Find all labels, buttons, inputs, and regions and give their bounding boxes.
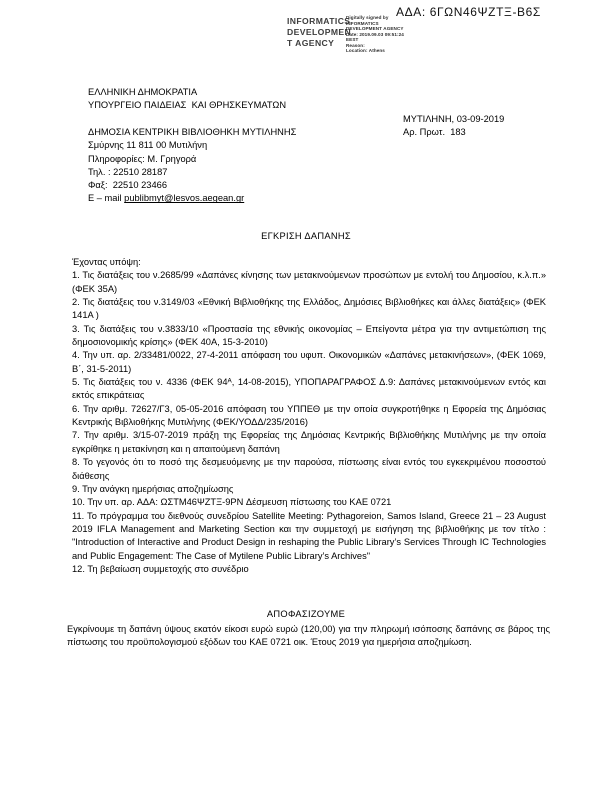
- republic-line: ΕΛΛΗΝΙΚΗ ΔΗΜΟΚΡΑΤΙΑ: [88, 87, 198, 97]
- consideration-item: 10. Την υπ. αρ. ΑΔΑ: ΩΣΤΜ46ΨΖΤΞ-9PN Δέσμευση πίστωσης του ΚΑΕ 0721: [72, 497, 392, 508]
- decision-paragraph: Εγκρίνουμε τη δαπάνη ύψους εκατόν είκοσι ευρώ ευρώ (120,00) για την πληρωμή ισόποσης δαπάνης σε βάρος της πίστωσης του προϋπολογισμού εξόδων του ΚΑΕ 0721 οικ. Έτους 2019 για ημερήσια αποζημίωση.: [67, 624, 550, 648]
- consideration-item: 6. Την αριθμ. 72627/Γ3, 05-05-2016 απόφαση του ΥΠΠΕΘ με την οποία συγκροτήθηκε η Εφορεία της Δημόσιας Κεντρικής Βιβλιοθήκης Μυτιλήνης (ΦΕΚ/ΥΟΔΔ/235/2016): [72, 403, 546, 428]
- signature-line: EEST: [346, 37, 359, 42]
- signature-line: Location: Athens: [346, 48, 385, 53]
- consideration-item: 11. Το πρόγραμμα του διεθνούς συνεδρίου Satellite Meeting: Pythagoreion, Samos Island, Greece 21 – 23 August 2019 IFLA Management and Marketing Section και την συμμετοχή με εισήγηση της βιβλιοθήκης με τον τίτλο : "Introduction of Interactive and Product Design in reshaping the Public Library’s Services Through IC Technologies and Public Engagement: The Case of Mytilene Public Library’s Archives": [72, 510, 546, 561]
- government-header: [88, 86, 286, 113]
- ada-code: ΑΔΑ: 6ΓΩΝ46ΨΖΤΞ-Β6Σ: [396, 5, 541, 19]
- consideration-item: 12. Τη βεβαίωση συμμετοχής στο συνέδριο: [72, 563, 249, 574]
- signature-line: Date: 2019.09.03 09:51:24: [346, 31, 404, 37]
- city-date: ΜΥΤΙΛΗΝΗ, 03-09-2019: [403, 114, 505, 124]
- preamble-intro: Έχοντας υπόψη:: [72, 257, 141, 267]
- library-address: Σμύρνης 11 811 00 Μυτιλήνη: [88, 140, 208, 151]
- consideration-item: 3. Τις διατάξεις του ν.3833/10 «Προστασία της εθνικής οικονομίας – Επείγοντα μέτρα για την αντιμετώπιση της δημοσιονομικής κρίσης» (ΦΕΚ 40Α, 15-3-2010): [72, 323, 546, 348]
- contact-person: Πληροφορίες: Μ. Γρηγορά: [88, 153, 197, 164]
- consideration-item: 1. Τις διατάξεις του ν.2685/99 «Δαπάνες κίνησης των μετακινούμενων προσώπων με εντολή του Δημοσίου, κ.λ.π.» (ΦΕΚ 35Α): [72, 270, 546, 294]
- protocol-number: Αρ. Πρωτ. 183: [403, 127, 466, 138]
- email-line: [88, 192, 296, 205]
- consideration-item: 5. Τις διατάξεις του ν. 4336 (ΦΕΚ 94ᴬ, 14-08-2015), ΥΠΟΠΑΡΑΓΡΑΦΟΣ Δ.9: Δαπάνες μετακινούμενων εντός και εκτός επικράτειας: [72, 377, 546, 401]
- stamp-agency-line: DEVELOPMEN: [287, 27, 352, 37]
- consideration-item: 8. Το γεγονός ότι το ποσό της δεσμευόμενης με την παρούσα, πίστωσης είναι εντός του εγκεκριμένου ποσοστού διάθεσης: [72, 457, 546, 481]
- signature-line: Reason:: [346, 42, 365, 48]
- phone-line: Τηλ. : 22510 28187: [88, 166, 168, 177]
- decision-heading: ΑΠΟΦΑΣΙΖΟΥΜΕ: [266, 609, 346, 619]
- email-address-link[interactable]: publibmyt@lesvos.aegean.gr: [124, 193, 245, 204]
- email-label: E – mail: [88, 193, 125, 204]
- signature-line: DEVELOPMENT AGENCY: [346, 26, 404, 31]
- subject-heading: ΕΓΚΡΙΣΗ ΔΑΠΑΝΗΣ: [261, 231, 351, 241]
- digital-signature-details: [346, 15, 404, 54]
- signature-line: Digitally signed by: [346, 15, 389, 20]
- consideration-item: 9. Την ανάγκη ημερήσιας αποζημίωσης: [72, 483, 234, 494]
- ministry-line: ΥΠΟΥΡΓΕΙΟ ΠΑΙΔΕΙΑΣ ΚΑΙ ΘΡΗΣΚΕΥΜΑΤΩΝ: [88, 100, 287, 111]
- digital-signature-stamp-agency: [287, 16, 351, 49]
- preamble-section: [72, 256, 546, 576]
- issuer-contact-block: [88, 126, 296, 206]
- stamp-agency-line: T AGENCY: [287, 38, 335, 48]
- date-protocol-block: [403, 113, 504, 140]
- signature-line: INFORMATICS: [346, 20, 379, 26]
- consideration-item: 7. Την αριθμ. 3/15-07-2019 πράξη της Εφορείας της Δημόσιας Κεντρικής Βιβλιοθήκης Μυτιλήνης με την οποία εγκρίθηκε η μετακίνηση και η απαιτούμενη δαπάνη: [72, 430, 546, 454]
- fax-line: Φαξ: 22510 23466: [88, 180, 167, 191]
- stamp-agency-line: INFORMATICS: [287, 16, 351, 26]
- library-name: ΔΗΜΟΣΙΑ ΚΕΝΤΡΙΚΗ ΒΙΒΛΙΟΘΗΚΗ ΜΥΤΙΛΗΝΗΣ: [88, 127, 297, 137]
- consideration-item: 2. Τις διατάξεις του ν.3149/03 «Εθνική Βιβλιοθήκης της Ελλάδος, Δημόσιες Βιβλιοθήκες και άλλες διατάξεις» (ΦΕΚ 141Α ): [72, 297, 546, 321]
- consideration-item: 4. Την υπ. αρ. 2/33481/0022, 27-4-2011 απόφαση του υφυπ. Οικονομικών «Δαπάνες μετακινήσεων», (ΦΕΚ 1069, Β΄, 31-5-2011): [72, 350, 546, 374]
